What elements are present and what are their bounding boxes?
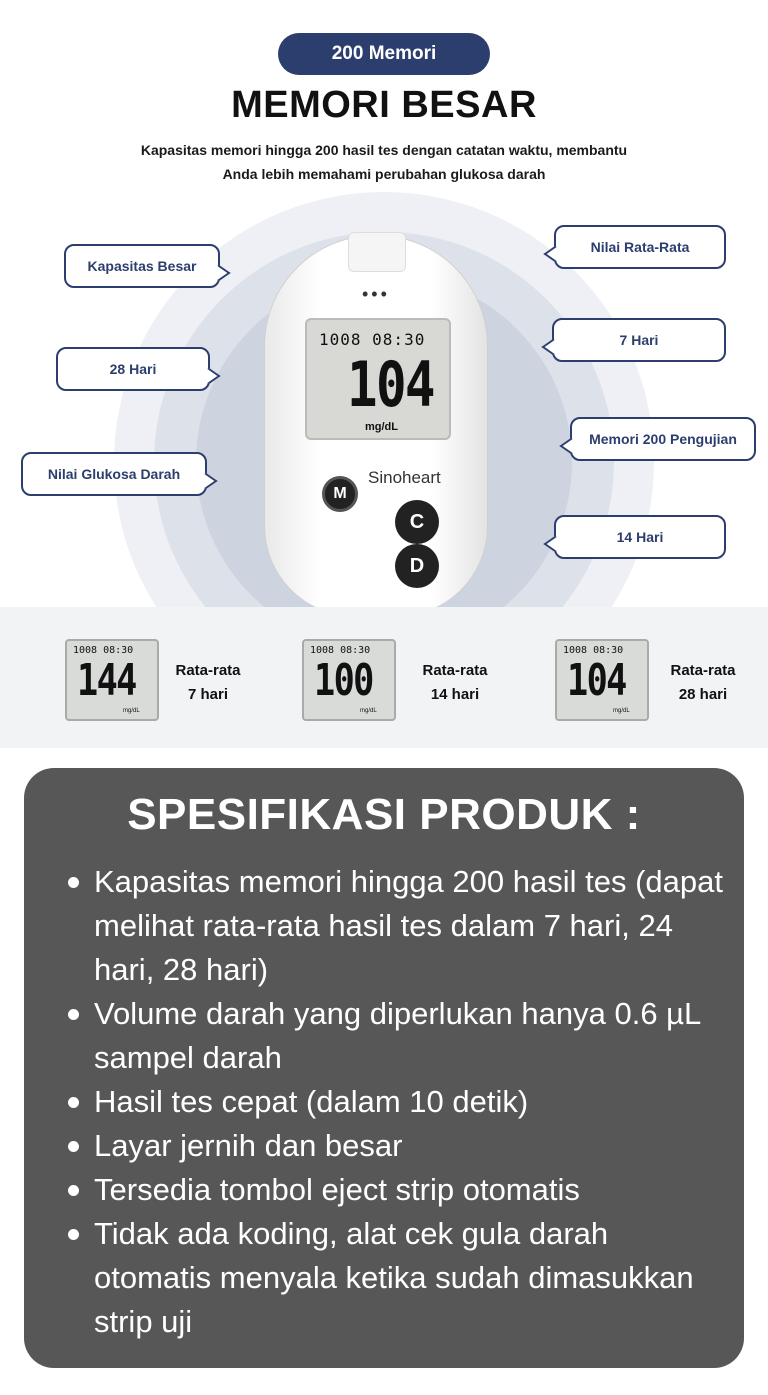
spec-title: SPESIFIKASI PRODUK : [127, 790, 641, 839]
d-button: D [395, 544, 439, 588]
subtitle [90, 138, 678, 186]
avg-period: 7 hari [187, 686, 229, 703]
mini-reading: 100 [314, 655, 373, 706]
callout-label: 14 Hari [616, 529, 664, 545]
callout-label: 7 Hari [619, 332, 659, 348]
screen-unit: mg/dL [365, 421, 398, 433]
mini-datetime: 1008 08:30 [563, 645, 624, 656]
callout-label: 28 Hari [109, 361, 157, 377]
screen-datetime: 1008 08:30 [319, 330, 426, 349]
spec-list [66, 860, 726, 1344]
mini-unit: mg/dL [613, 708, 630, 714]
subtitle-line: Anda lebih memahami perubahan glukosa darah [222, 166, 546, 182]
avg-period: 14 hari [430, 686, 480, 703]
indicator-dots: ••• [362, 284, 390, 304]
mini-datetime: 1008 08:30 [310, 645, 371, 656]
meter-screen [305, 318, 451, 440]
list-item: Volume darah yang diperlukan hanya 0.6 µL sampel darah [66, 992, 726, 1080]
memory-button: M [322, 476, 358, 512]
averages-strip [0, 607, 768, 748]
average-label-7 [170, 659, 246, 707]
callout-label: Kapasitas Besar [87, 258, 197, 274]
callout-14-hari [554, 515, 726, 559]
list-item: Hasil tes cepat (dalam 10 detik) [66, 1080, 726, 1124]
brand-logo: Sinoheart [368, 468, 441, 487]
callout-nilai-glukosa [21, 452, 207, 496]
average-display-28 [555, 639, 649, 721]
callout-label: Memori 200 Pengujian [589, 431, 737, 447]
callout-7-hari [552, 318, 726, 362]
page-title: MEMORI BESAR [231, 84, 537, 126]
average-display-7 [65, 639, 159, 721]
list-item: Tersedia tombol eject strip otomatis [66, 1168, 726, 1212]
mini-unit: mg/dL [123, 708, 140, 714]
average-display-14 [302, 639, 396, 721]
callout-memori-200 [570, 417, 756, 461]
mini-reading: 104 [567, 655, 626, 706]
average-label-14 [417, 659, 493, 707]
glucose-meter-device [265, 236, 487, 616]
screen-reading: 104 [347, 348, 434, 421]
subtitle-line: Kapasitas memori hingga 200 hasil tes dengan catatan waktu, membantu [140, 142, 628, 158]
list-item: Tidak ada koding, alat cek gula darah otomatis menyala ketika sudah dimasukkan strip uji [66, 1212, 726, 1344]
mini-reading: 144 [77, 655, 136, 706]
avg-label: Rata-rata [422, 662, 488, 679]
average-label-28 [665, 659, 741, 707]
list-item: Kapasitas memori hingga 200 hasil tes (dapat melihat rata-rata hasil tes dalam 7 hari, 24 hari, 28 hari) [66, 860, 726, 992]
mini-datetime: 1008 08:30 [73, 645, 134, 656]
avg-label: Rata-rata [175, 662, 241, 679]
avg-label: Rata-rata [670, 662, 736, 679]
list-item: Layar jernih dan besar [66, 1124, 726, 1168]
strip-slot [348, 232, 406, 272]
memory-badge: 200 Memori [278, 33, 490, 75]
callout-kapasitas-besar [64, 244, 220, 288]
callout-label: Nilai Glukosa Darah [47, 466, 181, 482]
spec-panel [24, 768, 744, 1368]
mini-unit: mg/dL [360, 708, 377, 714]
c-button: C [395, 500, 439, 544]
avg-period: 28 hari [678, 686, 728, 703]
callout-label: Nilai Rata-Rata [590, 239, 690, 255]
callout-nilai-rata-rata [554, 225, 726, 269]
callout-28-hari [56, 347, 210, 391]
